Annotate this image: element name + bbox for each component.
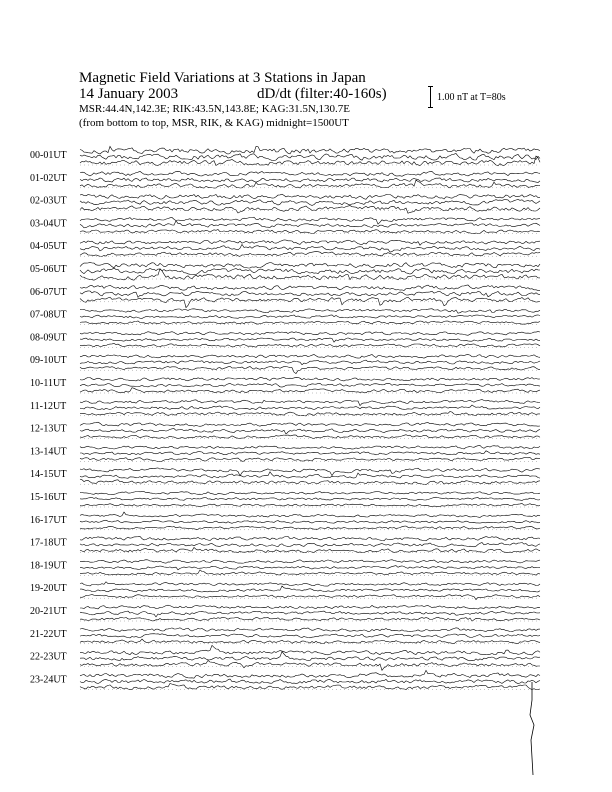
hour-label: 21-22UT — [30, 628, 67, 640]
hour-label: 03-04UT — [30, 218, 67, 230]
trace-msr — [80, 269, 540, 281]
hour-label: 09-10UT — [30, 355, 67, 367]
trace-rik — [80, 634, 540, 638]
trace-msr — [80, 595, 540, 600]
trace-msr — [80, 206, 540, 214]
trace-kag — [80, 560, 540, 564]
trace-kag — [80, 194, 540, 199]
trace-rik — [80, 200, 540, 206]
station-order-note: (from bottom to top, MSR, RIK, & KAG) midnight=1500UT — [79, 117, 349, 129]
trace-rik — [80, 315, 540, 319]
trace-kag — [80, 422, 540, 426]
trace-kag — [80, 309, 540, 314]
trace-rik — [80, 542, 540, 547]
trace-kag — [80, 262, 540, 268]
hour-label: 19-20UT — [30, 583, 67, 595]
trace-msr — [80, 479, 540, 485]
trace-msr — [80, 297, 540, 307]
trace-kag — [80, 377, 540, 381]
trace-rik — [80, 451, 540, 455]
hour-label: 07-08UT — [30, 309, 67, 321]
station-coordinates: MSR:44.4N,142.3E; RIK:43.5N,143.8E; KAG:31.5N,130.7E — [79, 103, 351, 115]
chart-component: dD/dt (filter:40-160s) — [257, 86, 387, 102]
hour-label: 23-24UT — [30, 674, 67, 686]
trace-msr — [80, 230, 540, 234]
trace-msr — [80, 526, 540, 529]
trace-kag — [80, 445, 540, 449]
trace-rik — [80, 472, 540, 479]
hour-label: 04-05UT — [30, 241, 67, 253]
trace-kag — [80, 146, 540, 154]
scale-label: 1.00 nT at T=80s — [437, 92, 506, 103]
trace-kag — [80, 492, 540, 495]
trace-msr — [80, 388, 540, 393]
trace-msr — [80, 251, 540, 256]
trace-rik — [80, 429, 540, 435]
hour-label: 17-18UT — [30, 537, 67, 549]
hour-label: 15-16UT — [30, 492, 67, 503]
trace-rik — [80, 520, 540, 523]
trace-kag — [80, 628, 540, 632]
hour-label: 22-23UT — [30, 651, 67, 663]
trace-rik — [80, 679, 540, 684]
trace-msr — [80, 344, 540, 348]
trace-kag — [80, 582, 540, 586]
trace-msr — [80, 457, 540, 461]
trace-kag — [80, 605, 540, 609]
trace-kag — [80, 240, 540, 245]
hour-label: 13-14UT — [30, 446, 67, 458]
trace-rik — [80, 338, 540, 342]
hour-label: 10-11UT — [30, 378, 67, 389]
trace-rik — [80, 611, 540, 617]
trace-rik — [80, 383, 540, 387]
hour-label: 18-19UT — [30, 560, 67, 572]
hour-label: 11-12UT — [30, 400, 67, 412]
trace-kag — [80, 536, 540, 540]
trace-kag — [80, 332, 540, 336]
hour-label: 06-07UT — [30, 286, 67, 298]
trace-rik — [80, 586, 540, 592]
trace-kag — [80, 468, 540, 476]
trace-rik — [80, 405, 540, 410]
trace-kag — [80, 670, 540, 678]
trace-msr — [80, 321, 540, 324]
trace-rik — [80, 566, 540, 570]
trace-kag — [80, 285, 540, 291]
trace-rik — [80, 360, 540, 365]
trace-msr — [80, 617, 540, 621]
hour-label: 00-01UT — [30, 150, 67, 161]
chart-date: 14 January 2003 — [79, 86, 179, 102]
trace-msr — [80, 412, 540, 416]
hour-label: 12-13UT — [30, 423, 67, 435]
hour-label: 05-06UT — [30, 264, 67, 275]
trace-msr — [80, 570, 540, 575]
trace-msr — [80, 503, 540, 506]
hour-label: 14-15UT — [30, 469, 67, 481]
trace-rik — [80, 268, 540, 274]
trace-rik — [80, 154, 540, 161]
trace-rik — [80, 178, 540, 183]
hour-label: 01-02UT — [30, 172, 67, 184]
trace-msr — [80, 435, 540, 439]
spike-trace — [530, 682, 534, 775]
trace-kag — [80, 512, 540, 517]
trace-kag — [80, 171, 540, 176]
trace-msr — [80, 639, 540, 644]
trace-rik — [80, 291, 540, 297]
hour-label: 08-09UT — [30, 332, 67, 344]
trace-msr — [80, 684, 540, 690]
trace-msr — [80, 180, 540, 188]
trace-msr — [80, 661, 540, 671]
trace-kag — [80, 355, 540, 359]
trace-msr — [80, 548, 540, 553]
chart-title: Magnetic Field Variations at 3 Stations in Japan — [79, 70, 366, 86]
trace-rik — [80, 221, 540, 228]
trace-kag — [80, 400, 540, 406]
trace-kag — [80, 645, 540, 655]
hour-label: 16-17UT — [30, 514, 67, 526]
hour-label: 20-21UT — [30, 606, 67, 617]
hour-label: 02-03UT — [30, 195, 67, 207]
trace-rik — [80, 244, 540, 252]
trace-rik — [80, 497, 540, 500]
